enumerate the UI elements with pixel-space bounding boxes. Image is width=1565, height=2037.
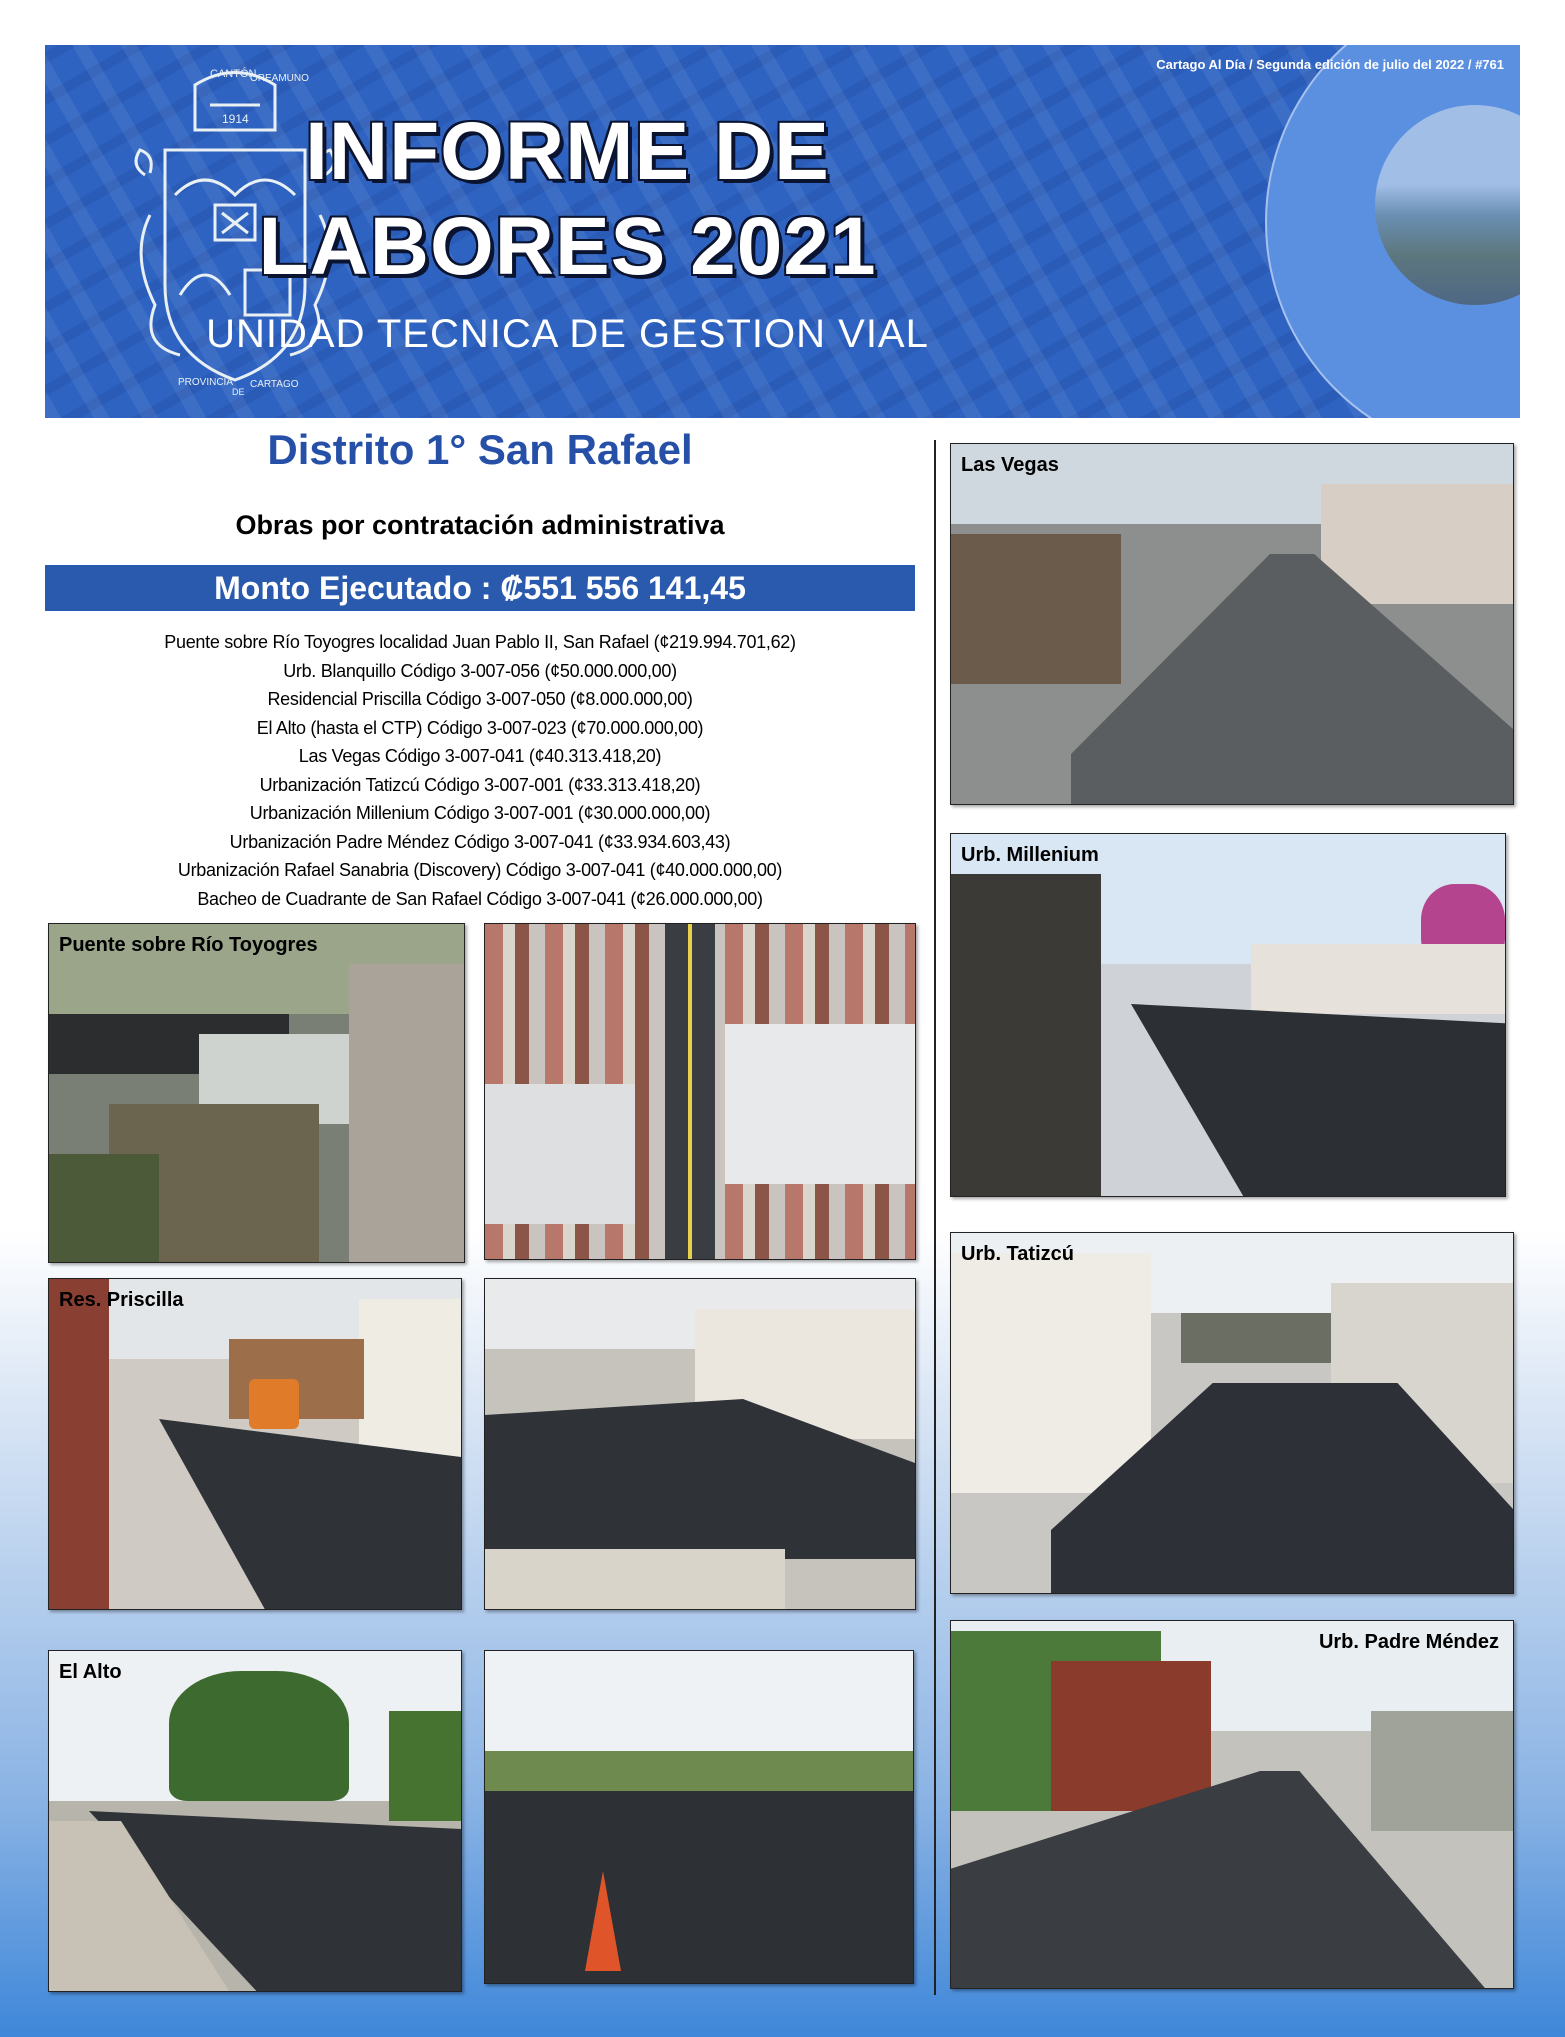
list-item: Urbanización Millenium Código 3-007-001 (¢30.000.000,00) — [249, 803, 711, 823]
list-item: Urbanización Padre Méndez Código 3-007-041 (¢33.934.603,43) — [229, 831, 731, 852]
projects-list — [45, 628, 915, 913]
crest-text-year: 1914 — [222, 112, 249, 126]
photo-caption-puente: Puente sobre Río Toyogres — [59, 934, 318, 956]
photo-urb-padre-mendez — [950, 1620, 1514, 1989]
list-item: Puente sobre Río Toyogres localidad Juan Pablo II, San Rafael (¢219.994.701,62) — [164, 632, 796, 652]
crest-text-provincia: PROVINCIA — [178, 377, 234, 388]
crest-text-cartago: CARTAGO — [250, 379, 299, 390]
photo-caption-priscilla: Res. Priscilla — [59, 1289, 184, 1311]
list-item: Urbanización Rafael Sanabria (Discovery) Código 3-007-041 (¢40.000.000,00) — [177, 860, 783, 880]
list-item: El Alto (hasta el CTP) Código 3-007-023 (¢70.000.000,00) — [256, 717, 704, 738]
photo-res-priscilla — [48, 1278, 462, 1610]
title-line-2: LABORES 2021 — [258, 201, 877, 292]
photo-caption-las-vegas: Las Vegas — [961, 454, 1059, 476]
title-line-1: INFORME DE — [305, 106, 830, 197]
photo-el-alto-paving — [484, 1650, 914, 1984]
photo-urb-millenium — [950, 833, 1506, 1197]
photo-el-alto — [48, 1650, 462, 1992]
photo-aerial-street — [484, 923, 916, 1260]
photo-priscilla-street — [484, 1278, 916, 1610]
crest-text-de: DE — [232, 387, 245, 397]
district-heading: Distrito 1° San Rafael — [267, 426, 693, 473]
list-item: Bacheo de Cuadrante de San Rafael Código 3-007-041 (¢26.000.000,00) — [197, 888, 763, 909]
edition-line: Cartago Al Día / Segunda edición de julio del 2022 / #761 — [1156, 57, 1504, 72]
crest-text-canton: CANTÓN — [210, 68, 257, 80]
list-item: Las Vegas Código 3-007-041 (¢40.313.418,20) — [298, 746, 662, 766]
photo-caption-millenium: Urb. Millenium — [961, 844, 1099, 866]
crest-text-oreamuno: OREAMUNO — [250, 73, 309, 84]
photo-caption-tatizcu: Urb. Tatizcú — [961, 1243, 1074, 1265]
column-divider — [934, 440, 936, 1995]
works-subheading: Obras por contratación administrativa — [235, 510, 725, 540]
list-item: Urb. Blanquillo Código 3-007-056 (¢50.000.000,00) — [283, 660, 677, 681]
header-banner — [45, 45, 1520, 418]
subtitle: UNIDAD TECNICA DE GESTION VIAL — [206, 312, 929, 356]
executed-amount-bar: Monto Ejecutado : ₡551 556 141,45 — [45, 565, 915, 611]
list-item: Urbanización Tatizcú Código 3-007-001 (¢33.313.418,20) — [259, 774, 701, 795]
photo-caption-padre-mendez: Urb. Padre Méndez — [1318, 1631, 1499, 1653]
photo-puente-toyogres — [48, 923, 465, 1263]
list-item: Residencial Priscilla Código 3-007-050 (¢8.000.000,00) — [267, 689, 693, 709]
photo-urb-tatizcu — [950, 1232, 1514, 1594]
photo-las-vegas — [950, 443, 1514, 805]
photo-caption-el-alto: El Alto — [59, 1661, 122, 1683]
